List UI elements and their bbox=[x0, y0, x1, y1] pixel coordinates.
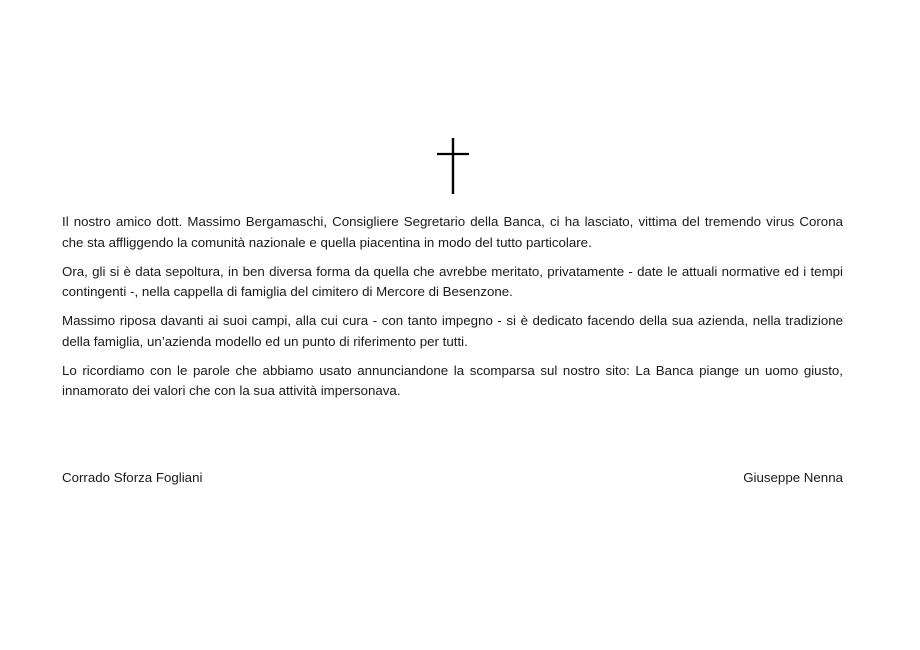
signature-left: Corrado Sforza Fogliani bbox=[62, 470, 203, 485]
paragraph-1: Il nostro amico dott. Massimo Bergamaschi, Consigliere Segretario della Banca, ci ha lasciato, vittima del tremendo virus Corona che sta affliggendo la comunità nazionale e quella piacentina in modo del tutto particolare. bbox=[62, 214, 843, 250]
paragraph-3: Massimo riposa davanti ai suoi campi, alla cui cura - con tanto impegno - si è dedicato facendo della sua azienda, nella tradizione della famiglia, un’azienda modello ed un punto di riferimento per tutti. bbox=[62, 313, 843, 349]
paragraph-4: Lo ricordiamo con le parole che abbiamo usato annunciandone la scomparsa sul nostro sito: La Banca piange un uomo giusto, innamorato dei valori che con la sua attività impersonava. bbox=[62, 362, 843, 398]
paragraph-2: Ora, gli si è data sepoltura, in ben diversa forma da quella che avrebbe meritato, privatamente - date le attuali normative ed i tempi contingenti -, nella cappella di famiglia del cimitero di Mercore di Besenzone. bbox=[62, 263, 843, 299]
latin-cross-icon bbox=[430, 138, 476, 196]
obituary-text bbox=[62, 212, 843, 410]
signatures bbox=[62, 468, 843, 490]
signature-right: Giuseppe Nenna bbox=[743, 470, 843, 485]
